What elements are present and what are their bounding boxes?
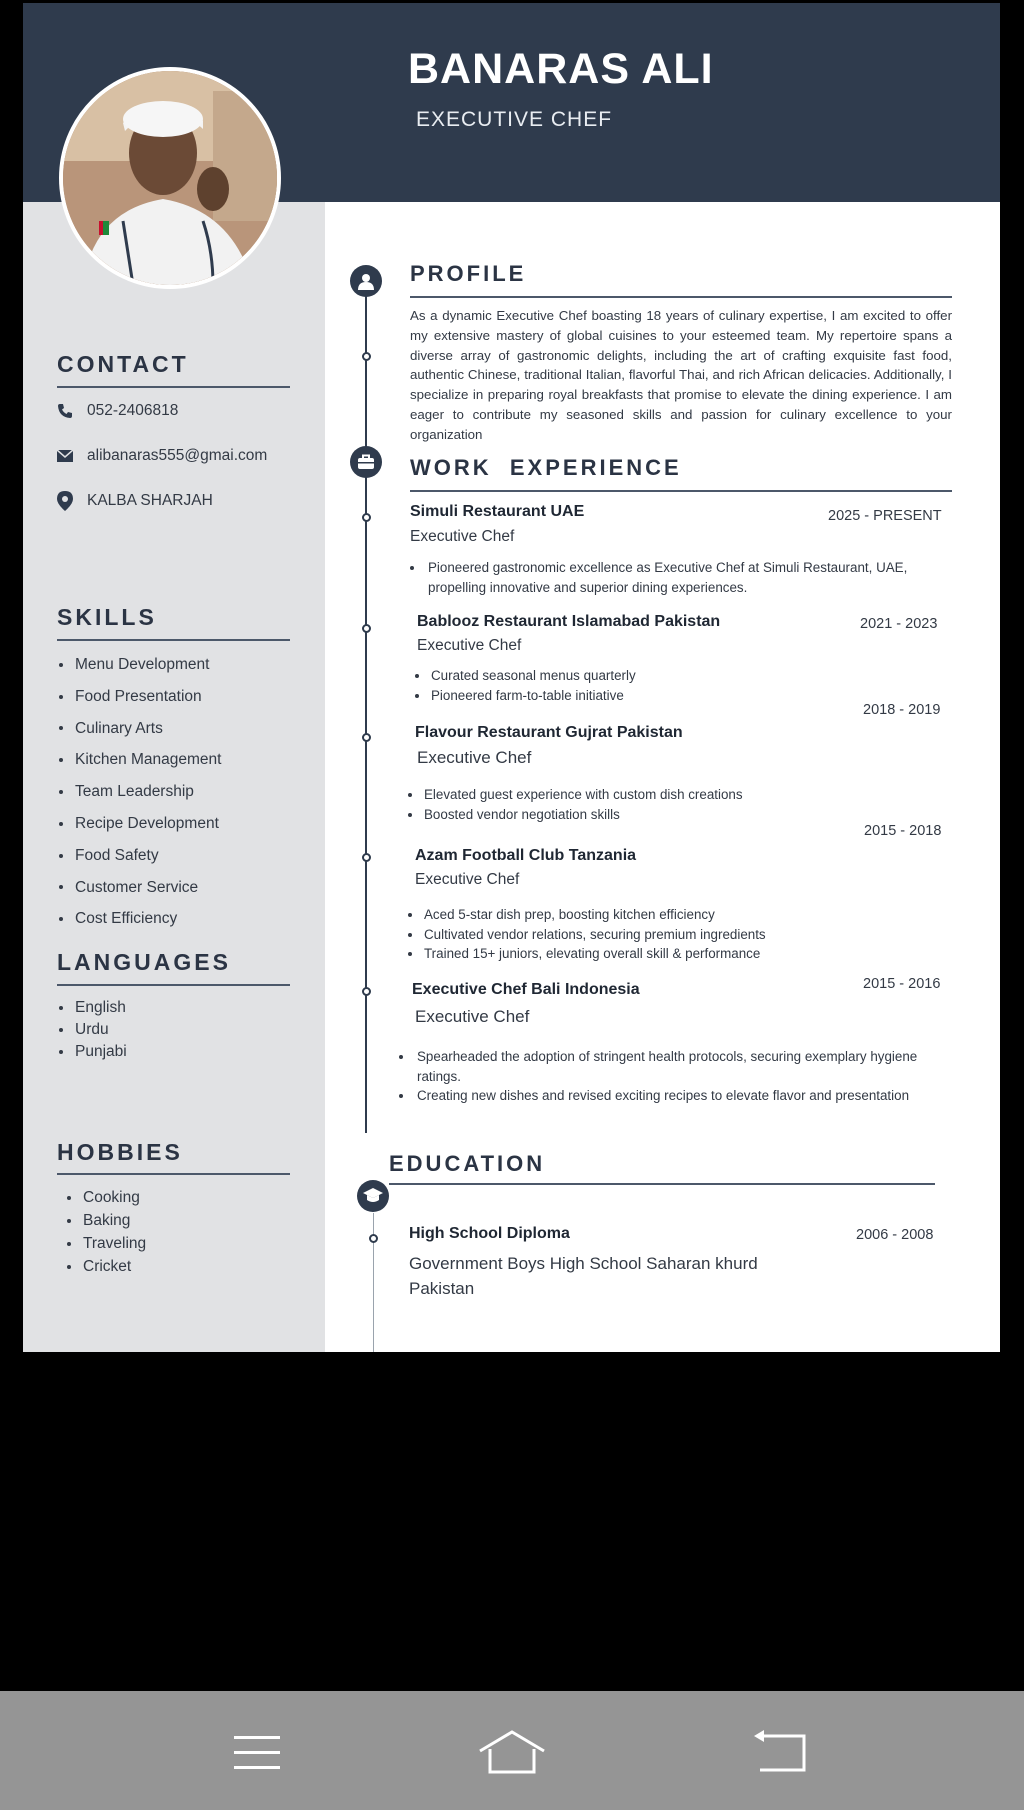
contact-divider xyxy=(57,386,290,388)
hobbies-divider xyxy=(57,1173,290,1175)
skills-heading: SKILLS xyxy=(57,604,157,630)
job-bullet: Creating new dishes and revised exciting recipes to elevate flavor and presentation xyxy=(399,1086,952,1106)
languages-list xyxy=(57,997,127,1063)
language-item: Urdu xyxy=(57,1019,127,1041)
education-divider xyxy=(389,1183,935,1185)
job-bullets xyxy=(408,785,948,824)
job-role: Executive Chef xyxy=(415,871,520,888)
timeline-line xyxy=(365,288,367,1133)
job-bullet: Spearheaded the adoption of stringent health protocols, securing exemplary hygiene ratings. xyxy=(399,1047,952,1086)
job-bullet: Boosted vendor negotiation skills xyxy=(408,805,948,825)
education-school: Government Boys High School Saharan khurd Pakistan xyxy=(409,1254,758,1298)
job-bullet: Pioneered gastronomic excellence as Executive Chef at Simuli Restaurant, UAE, propelling innovative and superior dining experiences. xyxy=(410,558,955,597)
skill-item: Customer Service xyxy=(57,872,221,904)
envelope-icon xyxy=(57,449,73,463)
languages-heading: LANGUAGES xyxy=(57,949,231,975)
skills-divider xyxy=(57,639,290,641)
job-bullet: Cultivated vendor relations, securing premium ingredients xyxy=(408,925,948,945)
user-icon xyxy=(350,265,382,297)
job-dates: 2015 - 2016 xyxy=(863,976,941,992)
job-company: Executive Chef Bali Indonesia xyxy=(412,981,640,998)
job-bullet: Elevated guest experience with custom dish creations xyxy=(408,785,948,805)
language-item: Punjabi xyxy=(57,1041,127,1063)
languages-divider xyxy=(57,984,290,986)
education-degree: High School Diploma xyxy=(409,1225,570,1242)
timeline-dot xyxy=(362,733,371,742)
timeline-dot xyxy=(369,1234,378,1243)
job-bullets xyxy=(415,666,935,705)
job-dates: 2021 - 2023 xyxy=(860,616,938,632)
chef-portrait-image xyxy=(63,71,277,285)
hobbies-heading: HOBBIES xyxy=(57,1139,183,1165)
contact-email xyxy=(57,445,267,467)
home-icon xyxy=(478,1729,546,1775)
job-bullet: Curated seasonal menus quarterly xyxy=(415,666,935,686)
hobbies-list xyxy=(57,1186,146,1278)
profile-heading: PROFILE xyxy=(410,261,527,286)
back-icon xyxy=(752,1730,808,1774)
candidate-title: EXECUTIVE CHEF xyxy=(416,108,613,131)
location-text: KALBA SHARJAH xyxy=(87,492,213,509)
timeline-dot xyxy=(362,853,371,862)
menu-button[interactable] xyxy=(222,1727,292,1777)
hobby-item: Cooking xyxy=(57,1186,146,1209)
job-company: Simuli Restaurant UAE xyxy=(410,503,585,520)
menu-icon xyxy=(232,1732,282,1772)
job-bullet: Trained 15+ juniors, elevating overall skill & performance xyxy=(408,944,948,964)
education-heading: EDUCATION xyxy=(389,1151,546,1176)
job-bullets xyxy=(408,905,948,964)
job-bullet: Pioneered farm-to-table initiative xyxy=(415,686,935,706)
job-role: Executive Chef xyxy=(410,528,515,545)
profile-photo xyxy=(59,67,281,289)
profile-divider xyxy=(410,296,952,298)
skill-item: Culinary Arts xyxy=(57,713,221,745)
location-pin-icon xyxy=(57,491,73,511)
skill-item: Cost Efficiency xyxy=(57,903,221,935)
job-dates: 2018 - 2019 xyxy=(863,702,941,718)
skill-item: Team Leadership xyxy=(57,776,221,808)
job-dates: 2025 - PRESENT xyxy=(828,508,942,524)
timeline-dot xyxy=(362,352,371,361)
contact-location xyxy=(57,490,213,512)
language-item: English xyxy=(57,997,127,1019)
candidate-name: BANARAS ALI xyxy=(408,45,714,93)
system-nav-bar xyxy=(0,1691,1024,1810)
job-bullets xyxy=(399,1047,952,1106)
resume-page xyxy=(23,3,1000,1352)
contact-heading: CONTACT xyxy=(57,351,189,377)
job-role: Executive Chef xyxy=(415,1007,530,1026)
job-company: Flavour Restaurant Gujrat Pakistan xyxy=(415,724,683,741)
skill-item: Kitchen Management xyxy=(57,744,221,776)
job-dates: 2015 - 2018 xyxy=(864,823,942,839)
job-role: Executive Chef xyxy=(417,748,532,767)
graduation-cap-icon xyxy=(357,1180,389,1212)
contact-phone xyxy=(57,400,178,422)
skill-item: Recipe Development xyxy=(57,808,221,840)
education-dates: 2006 - 2008 xyxy=(856,1227,934,1243)
job-company: Bablooz Restaurant Islamabad Pakistan xyxy=(417,613,721,630)
skill-item: Menu Development xyxy=(57,649,221,681)
skills-list xyxy=(57,649,221,935)
skill-item: Food Presentation xyxy=(57,681,221,713)
briefcase-icon xyxy=(350,446,382,478)
work-heading: WORK EXPERIENCE xyxy=(410,455,682,480)
home-button[interactable] xyxy=(477,1727,547,1777)
job-company: Azam Football Club Tanzania xyxy=(415,847,637,864)
work-divider xyxy=(410,490,952,492)
hobby-item: Cricket xyxy=(57,1255,146,1278)
timeline-dot xyxy=(362,987,371,996)
hobby-item: Baking xyxy=(57,1209,146,1232)
email-text: alibanaras555@gmai.com xyxy=(87,447,268,464)
timeline-dot xyxy=(362,624,371,633)
job-bullet: Aced 5-star dish prep, boosting kitchen efficiency xyxy=(408,905,948,925)
profile-summary: As a dynamic Executive Chef boasting 18 years of culinary expertise, I am excited to offer my extensive mastery of global cuisines to your esteemed team. My repertoire spans a diverse array of gastronomic delights, including the art of crafting exquisite fast food, authentic Chinese, traditional Italian, flavorful Thai, and rich African delicacies. Additionally, I specialize in preparing royal breakfasts that promise to elevate the dining experience. I am eager to contribute my seasoned skills and passion for culinary excellence to your organization xyxy=(410,308,952,442)
job-role: Executive Chef xyxy=(417,637,522,654)
phone-text: 052-2406818 xyxy=(87,402,179,419)
hobby-item: Traveling xyxy=(57,1232,146,1255)
timeline-dot xyxy=(362,513,371,522)
skill-item: Food Safety xyxy=(57,840,221,872)
back-button[interactable] xyxy=(745,1727,815,1777)
phone-icon xyxy=(57,403,73,419)
job-bullets xyxy=(410,558,955,597)
